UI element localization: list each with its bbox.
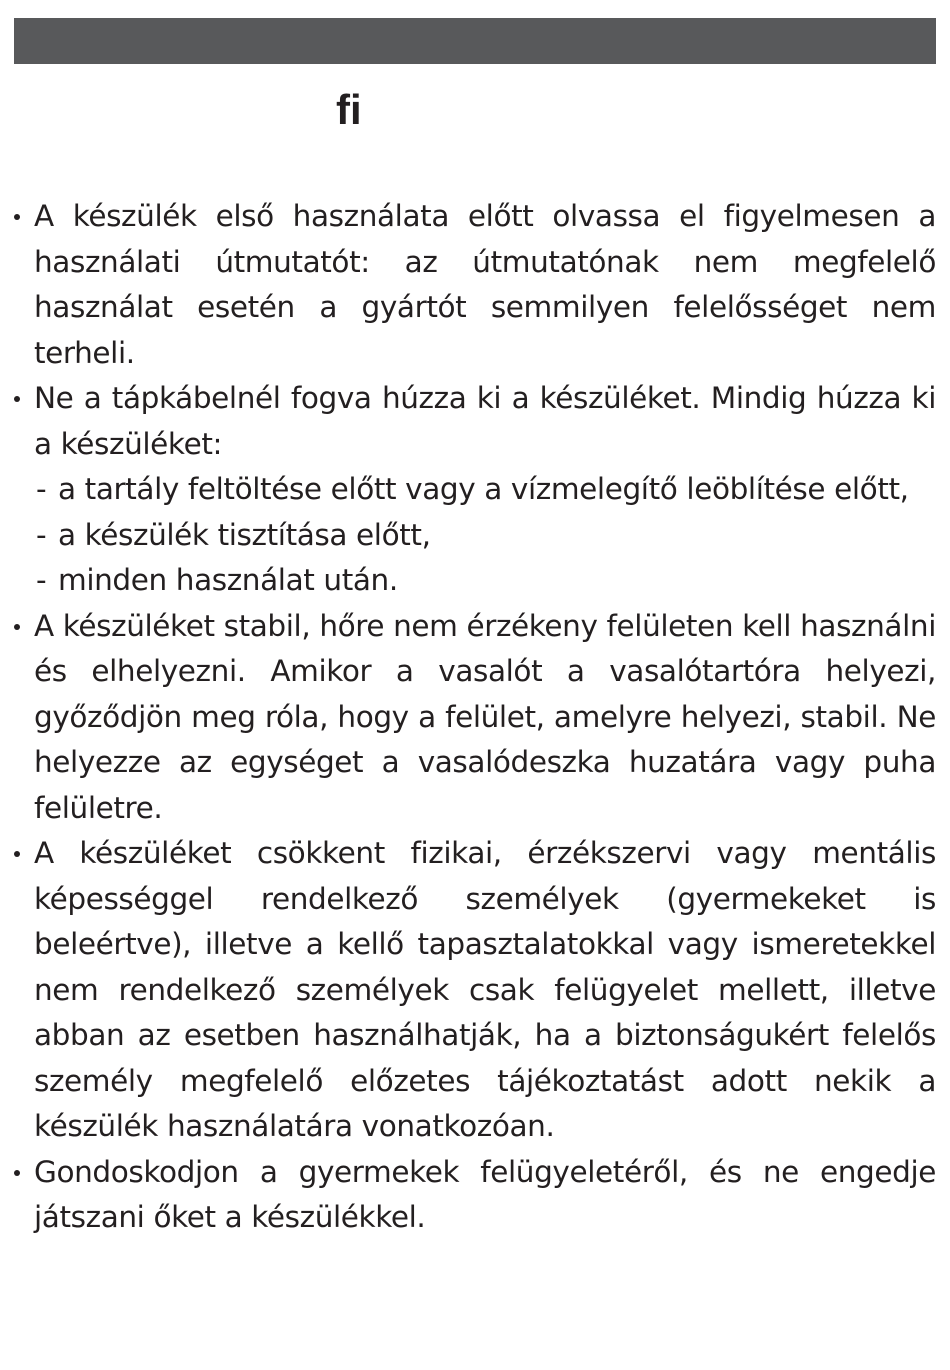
sub-list-text: minden használat után. (58, 563, 398, 597)
bullet-text: A készüléket stabil, hőre nem érzékeny felületen kell használni és elhelyezni. Amikor a vasalót a vasalótartóra helyezi, győződjön meg róla, hogy a felület, amelyre helyezi, stabil. Ne helyezze az egységet a vasalódeszka huzatára vagy puha felületre. (34, 608, 936, 825)
bullet-text: Gondoskodjon a gyermekek felügyeletéről, és ne engedje játszani őket a készülékkel. (34, 1154, 936, 1234)
safety-instructions (14, 194, 936, 1241)
bullet-text: Ne a tápkábelnél fogva húzza ki a készüléket. Mindig húzza ki a készüléket: (34, 381, 936, 461)
bullet-text: A készüléket csökkent fizikai, érzékszervi vagy mentális képességgel rendelkező személyek (gyermekeket is beleértve), illetve a kellő tapasztalatokkal vagy ismeretekkel nem rendelkező személyek csak felügyelet mellett, illetve abban az esetben használhatják, ha a biztonságukért felelős személy megfelelő előzetes tájékoztatást adott nekik a készülék használatára vonatkozóan. (34, 836, 936, 1143)
bullet-text: A készülék első használata előtt olvassa el figyelmesen a használati útmutatót: az útmutatónak nem megfelelő használat esetén a gyártót semmilyen felelősséget nem terheli. (34, 199, 936, 370)
header-bar (14, 18, 936, 64)
bullet-item (14, 194, 936, 376)
bullet-dot-icon (14, 214, 20, 220)
bullet-item (14, 604, 936, 832)
dash-icon: - (36, 472, 47, 506)
sub-list-item (14, 558, 936, 604)
bullet-item (14, 376, 936, 467)
dash-icon: - (36, 563, 47, 597)
bullet-dot-icon (14, 1170, 20, 1176)
sub-list-item (14, 513, 936, 559)
bullet-dot-icon (14, 396, 20, 402)
bullet-dot-icon (14, 624, 20, 630)
sub-list-text: a készülék tisztítása előtt, (58, 517, 431, 552)
bullet-item (14, 1150, 936, 1241)
bullet-dot-icon (14, 851, 20, 857)
section-heading: ﬁ (336, 86, 362, 133)
bullet-item (14, 831, 936, 1150)
dash-icon: - (36, 517, 47, 552)
sub-list-item (14, 467, 936, 513)
sub-list-text: a tartály feltöltése előtt vagy a vízmelegítő leöblítése előtt, (58, 472, 909, 506)
